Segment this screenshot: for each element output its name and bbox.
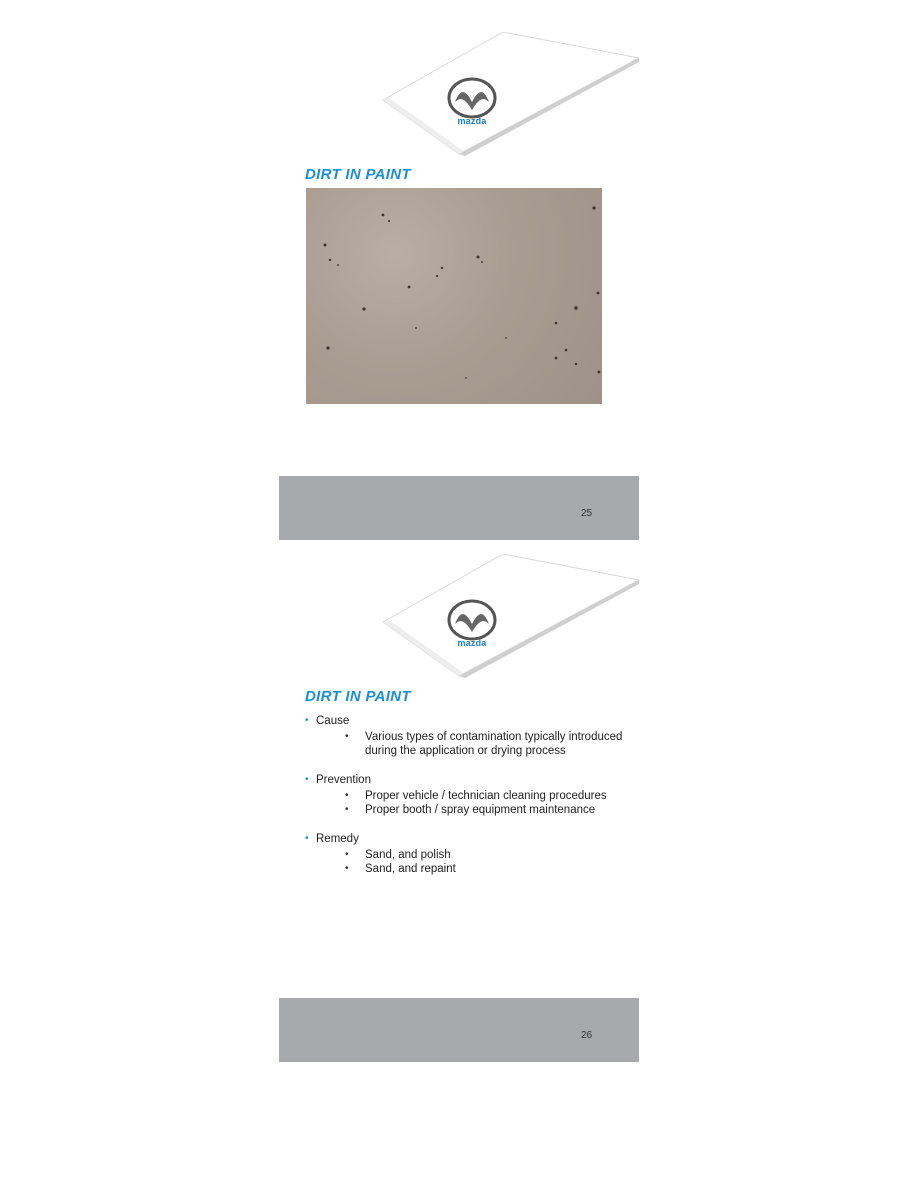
slide-title: DIRT IN PAINT	[305, 688, 411, 705]
sub-item: • Sand, and polish	[345, 849, 451, 861]
slide-title: DIRT IN PAINT	[305, 166, 411, 183]
sub-item: • Proper booth / spray equipment maintenance	[345, 804, 596, 816]
sub-list	[345, 789, 635, 817]
bullet-remedy: • Remedy • Sand, and polish • Sand, and repaint	[305, 832, 635, 876]
bullet-icon: •	[305, 715, 309, 726]
slide-footer	[279, 476, 639, 540]
bullet-cause: • Cause • Various types of contamination typically introduced during the application or drying process	[305, 714, 635, 758]
dirt-in-paint-photo	[306, 188, 602, 404]
slide-26	[279, 554, 639, 1062]
mazda-wordmark: mazda	[457, 638, 487, 648]
bullet-list	[305, 714, 635, 876]
sub-item: • Various types of contamination typically introduced	[345, 731, 623, 743]
sub-bullet-icon: •	[345, 863, 349, 874]
slide-25	[279, 32, 639, 540]
slide-footer	[279, 998, 639, 1062]
bullet-icon: •	[305, 833, 309, 844]
sub-bullet-icon: •	[345, 790, 349, 801]
sub-bullet-icon: •	[345, 804, 349, 815]
dirt-specks	[306, 188, 602, 404]
sub-bullet-icon: •	[345, 849, 349, 860]
mazda-wordmark: mazda	[457, 116, 487, 126]
page-number: 25	[581, 508, 593, 519]
sub-list	[345, 730, 635, 758]
page-number: 26	[581, 1030, 593, 1041]
sub-item-continued: during the application or drying process	[365, 745, 566, 757]
sub-item: • Sand, and repaint	[345, 863, 456, 875]
sub-item: • Proper vehicle / technician cleaning procedures	[345, 790, 607, 802]
sub-list	[345, 848, 635, 876]
bullet-prevention: • Prevention • Proper vehicle / technician cleaning procedures • Proper booth / spray equipment maintenance	[305, 773, 635, 817]
bullet-icon: •	[305, 774, 309, 785]
sub-bullet-icon: •	[345, 731, 349, 742]
